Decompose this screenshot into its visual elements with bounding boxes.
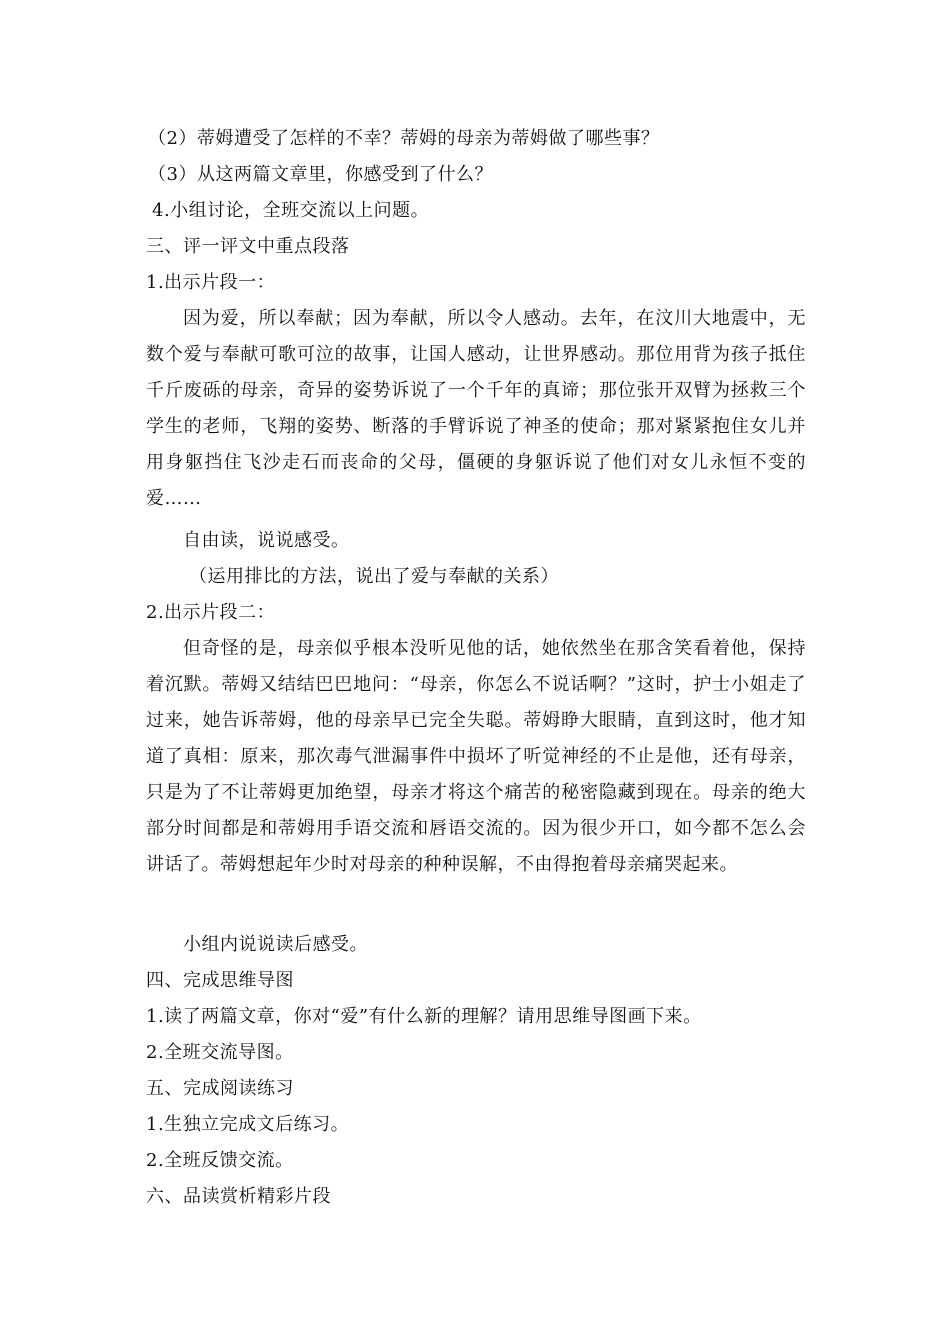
section-heading-6: 六、品读赏析精彩片段 [146,1186,331,1207]
group-talk-instruction: 小组内说说读后感受。 [183,934,368,955]
question-2: （2）蒂姆遭受了怎样的不幸？蒂姆的母亲为蒂姆做了哪些事？ [148,128,660,149]
section-4-item-2: 2.全班交流导图。 [146,1042,294,1063]
free-read-instruction: 自由读，说说感受。 [183,530,350,551]
section-heading-4: 四、完成思维导图 [146,970,294,991]
excerpt-1-paragraph: 因为爱，所以奉献；因为奉献，所以令人感动。去年，在汶川大地震中，无数个爱与奉献可歌可泣的故事，让国人感动，让世界感动。那位用背为孩子抵住千斤废砾的母亲，奇异的姿势诉说了一个千年的真谛；那位张开双臂为拯救三个学生的老师，飞翔的姿势、断落的手臂诉说了神圣的使命；那对紧紧抱住女儿并用身躯挡住飞沙走石而丧命的父母，僵硬的身躯诉说了他们对女儿永恒不变的爱…… [146,308,806,509]
section-4-item-1: 1.读了两篇文章，你对“爱”有什么新的理解？请用思维导图画下来。 [146,1006,702,1027]
excerpt-2-title: 2.出示片段二： [146,602,276,623]
excerpt-2-paragraph: 但奇怪的是，母亲似乎根本没听见他的话，她依然坐在那含笑看着他，保持着沉默。蒂姆又结结巴巴地问：“母亲，你怎么不说话啊？”这时，护士小姐走了过来，她告诉蒂姆，他的母亲早已完全失聪。蒂姆睁大眼睛，直到这时，他才知道了真相：原来，那次毒气泄漏事件中损坏了听觉神经的不止是他，还有母亲，只是为了不让蒂姆更加绝望，母亲才将这个痛苦的秘密隐藏到现在。母亲的绝大部分时间都是和蒂姆用手语交流和唇语交流的。因为很少开口，如今都不怎么会讲话了。蒂姆想起年少时对母亲的种种误解，不由得抱着母亲痛哭起来。 [146,638,806,875]
section-5-item-2: 2.全班反馈交流。 [146,1150,294,1171]
question-3: （3）从这两篇文章里，你感受到了什么？ [148,164,493,185]
step-4: 4.小组讨论，全班交流以上问题。 [152,200,430,221]
section-5-item-1: 1.生独立完成文后练习。 [146,1114,350,1135]
excerpt-1-note: （运用排比的方法，说出了爱与奉献的关系） [189,566,559,587]
excerpt-1-title: 1.出示片段一： [146,272,276,293]
section-heading-5: 五、完成阅读练习 [146,1078,294,1099]
section-heading-3: 三、评一评文中重点段落 [146,236,350,257]
